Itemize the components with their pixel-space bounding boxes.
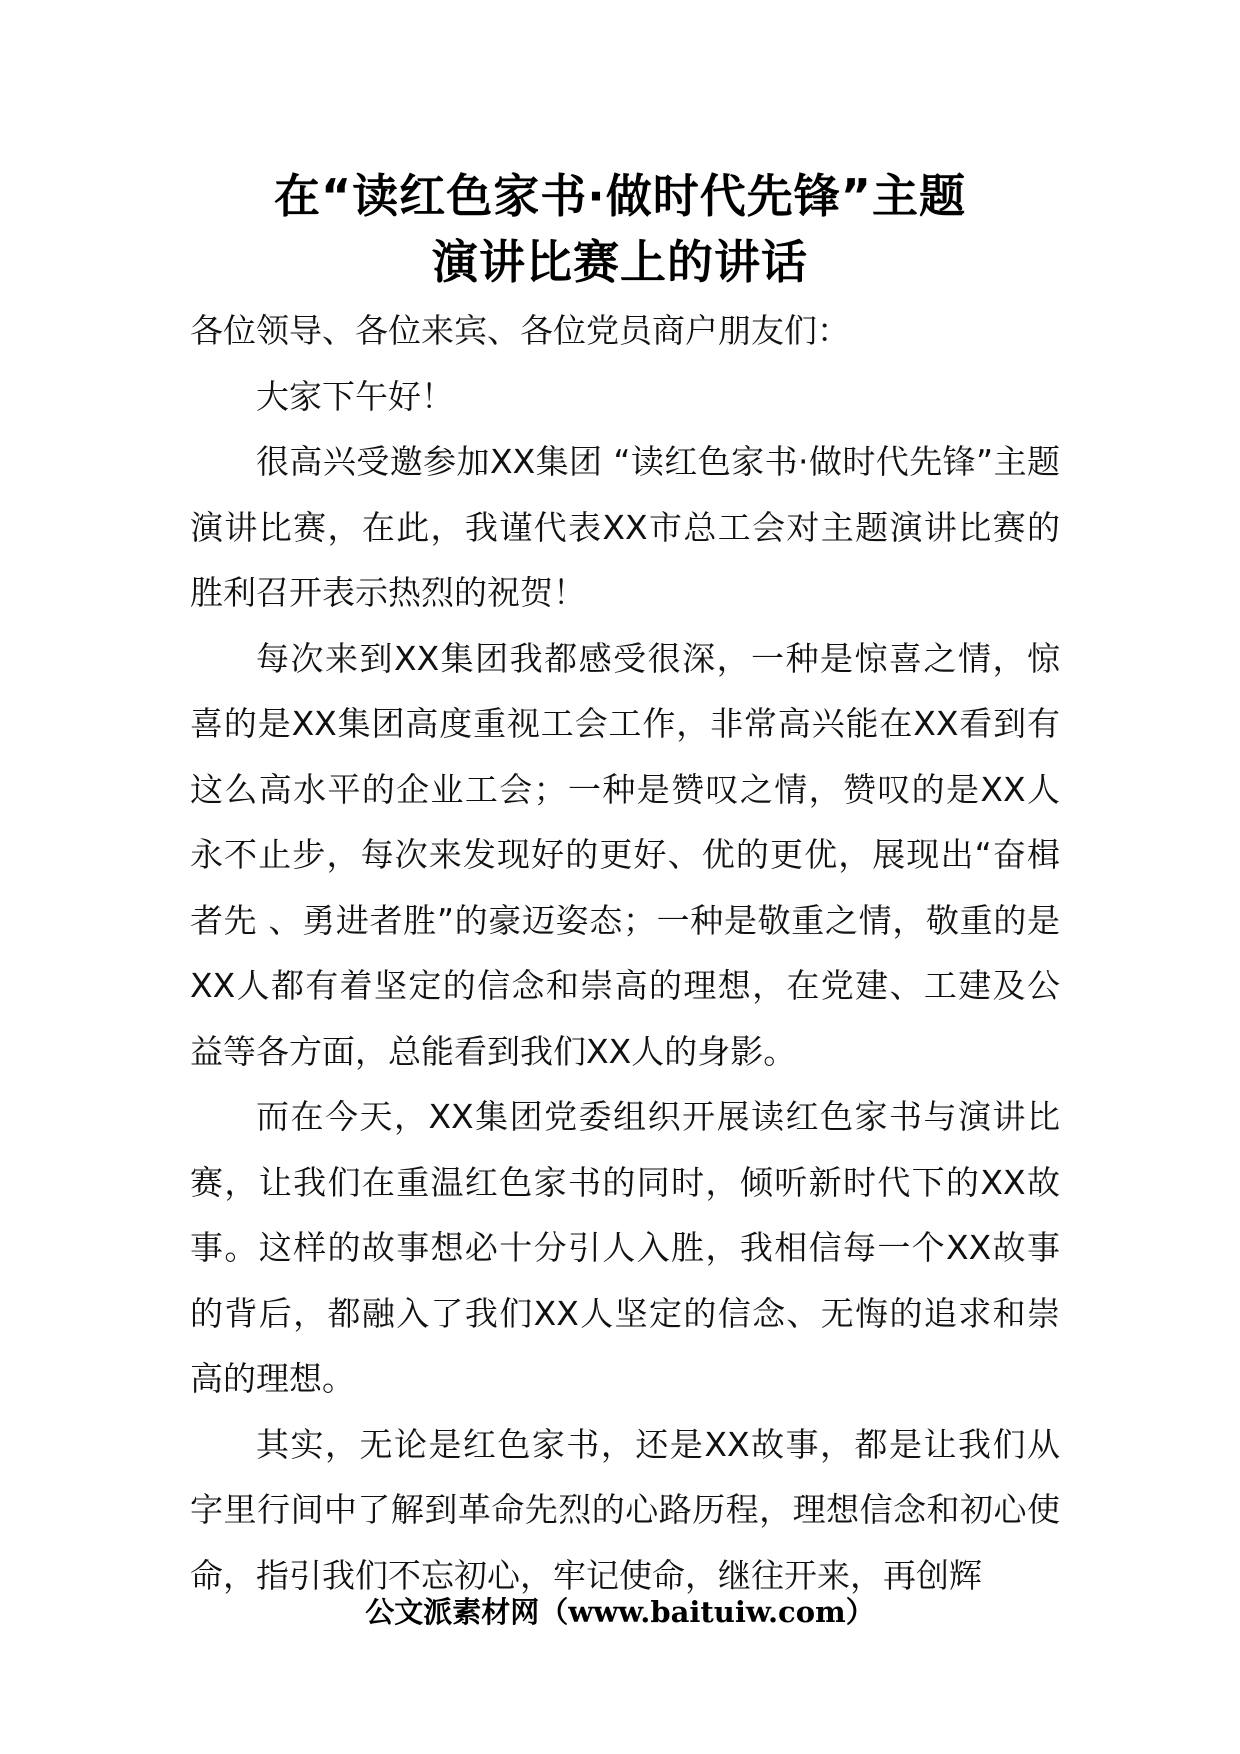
document-body bbox=[190, 298, 1060, 1608]
paragraph: 每次来到XX集团我都感受很深，一种是惊喜之情，惊喜的是XX集团高度重视工会工作，非常高兴能在XX看到有这么高水平的企业工会；一种是赞叹之情，赞叹的是XX人永不止步，每次来发现好的更好、优的更优，展现出“奋楫者先 、勇进者胜”的豪迈姿态；一种是敬重之情，敬重的是XX人都有着坚定的信念和崇高的理想，在党建、工建及公益等各方面，总能看到我们XX人的身影。 bbox=[190, 638, 1060, 1071]
document-title-line-2: 演讲比赛上的讲话 bbox=[432, 235, 808, 289]
paragraph: 而在今天，XX集团党委组织开展读红色家书与演讲比赛，让我们在重温红色家书的同时，倾听新时代下的XX故事。这样的故事想必十分引人入胜，我相信每一个XX故事的背后，都融入了我们XX人坚定的信念、无悔的追求和崇高的理想。 bbox=[190, 1097, 1060, 1398]
paragraph: 其实，无论是红色家书，还是XX故事，都是让我们从字里行间中了解到革命先烈的心路历程，理想信念和初心使命，指引我们不忘初心，牢记使命，继往开来，再创辉 bbox=[190, 1424, 1060, 1595]
salutation: 各位领导、各位来宾、各位党员商户朋友们： bbox=[190, 311, 850, 350]
paragraph-greeting: 大家下午好！ bbox=[256, 376, 454, 416]
paragraph: 很高兴受邀参加XX集团 “读红色家书·做时代先锋”主题演讲比赛，在此，我谨代表XX市总工会对主题演讲比赛的胜利召开表示热烈的祝贺！ bbox=[190, 442, 1060, 612]
footer-watermark: 公文派素材网（www.baituiw.com） bbox=[365, 1595, 875, 1629]
document-title-line-1: 在“读红色家书·做时代先锋”主题 bbox=[274, 169, 966, 223]
